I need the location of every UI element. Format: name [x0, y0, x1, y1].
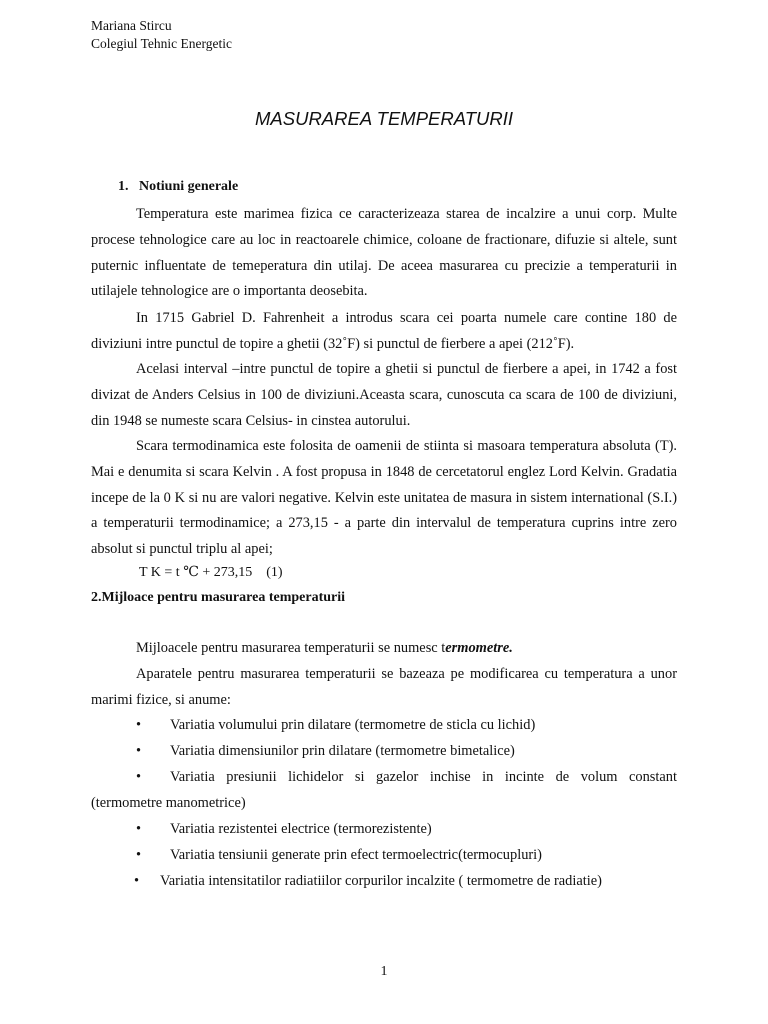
- list-item: [91, 817, 677, 843]
- bullet-icon: •: [136, 847, 142, 863]
- paragraph-kelvin: Scara termodinamica este folosita de oamenii de stiinta si masoara temperatura absoluta (T). Mai e denumita si scara Kelvin . A fost propusa in 1848 de cercetatorul englez Lord Kelvin. Gradatia incepe de la 0 K si nu are valori negative. Kelvin este unitatea de masura in sistem international (S.I.) a temperaturii termodinamice; a 273,15 - a parte din intervalul de temperatura cuprins intre zero absolut si punctul triplu al apei;: [91, 438, 677, 558]
- bullet-icon: •: [136, 717, 142, 733]
- formula-expression: T K = t ℃ + 273,15: [139, 565, 253, 580]
- intro-text: Mijloacele pentru masurarea temperaturii se numesc t: [136, 640, 446, 656]
- list-item-text: Variatia presiunii lichidelor si gazelor inchise in incinte de volum constant: [170, 769, 677, 785]
- bullet-icon: •: [134, 873, 140, 889]
- bullet-icon: •: [136, 821, 142, 837]
- list-item: [91, 765, 677, 817]
- paragraph-fahrenheit: In 1715 Gabriel D. Fahrenheit a introdus scara cei poarta numele care contine 180 de diviziuni intre punctul de topire a ghetii (32˚F) si punctul de fierbere a apei (212˚F).: [91, 310, 677, 352]
- bullet-icon: •: [136, 743, 142, 759]
- page-number: 1: [380, 964, 388, 979]
- list-item: [91, 713, 677, 739]
- paragraph-thermometers-intro: [91, 636, 677, 662]
- paragraph-temperature: Temperatura este marimea fizica ce caracterizeaza starea de incalzire a unui corp. Multe procese tehnologice care au loc in reactoarele chimice, coloane de fractionare, difuzie si altele, sunt puternic influentate de temeperatura din utilaj. De aceea masurarea cu precizie a temperaturii in utilajele tehnologice are o importanta deosebita.: [91, 206, 677, 300]
- list-item: [91, 843, 677, 869]
- section-1-number: 1.: [118, 179, 129, 194]
- bullet-icon: •: [136, 769, 142, 785]
- paragraph-devices: Aparatele pentru masurarea temperaturii se bazeaza pe modificarea cu temperatura a unor marimi fizice, si anume:: [91, 666, 677, 708]
- section-2-heading: 2.Mijloace pentru masurarea temperaturii: [91, 590, 346, 605]
- paragraph-celsius: Acelasi interval –intre punctul de topire a ghetii si punctul de fierbere a apei, in 1742 a fost divizat de Anders Celsius in 100 de diviziuni.Aceasta scara, cunoscuta ca scara de 100 de diviziuni, din 1948 se numeste scara Celsius- in cinstea autorului.: [91, 361, 677, 429]
- list-item-continuation: (termometre manometrice): [91, 795, 246, 811]
- formula-kelvin: [139, 564, 283, 581]
- list-item-text: Variatia rezistentei electrice (termorezistente): [170, 821, 432, 837]
- header-author: Mariana Stircu: [91, 18, 172, 33]
- header-school: Colegiul Tehnic Energetic: [91, 36, 233, 51]
- list-item: [91, 739, 677, 765]
- page-title: MASURAREA TEMPERATURII: [255, 108, 513, 129]
- list-item-text: Variatia volumului prin dilatare (termometre de sticla cu lichid): [170, 717, 536, 733]
- list-item-text: Variatia tensiunii generate prin efect termoelectric(termocupluri): [170, 847, 542, 863]
- section-1-title: Notiuni generale: [139, 179, 239, 194]
- list-item-text: Variatia intensitatilor radiatiilor corpurilor incalzite ( termometre de radiatie): [160, 873, 602, 889]
- list-item: [91, 869, 677, 895]
- formula-number: (1): [266, 565, 283, 580]
- intro-emphasis: ermometre.: [445, 640, 513, 656]
- section-1-heading: [118, 179, 238, 195]
- list-item-text: Variatia dimensiunilor prin dilatare (termometre bimetalice): [170, 743, 515, 759]
